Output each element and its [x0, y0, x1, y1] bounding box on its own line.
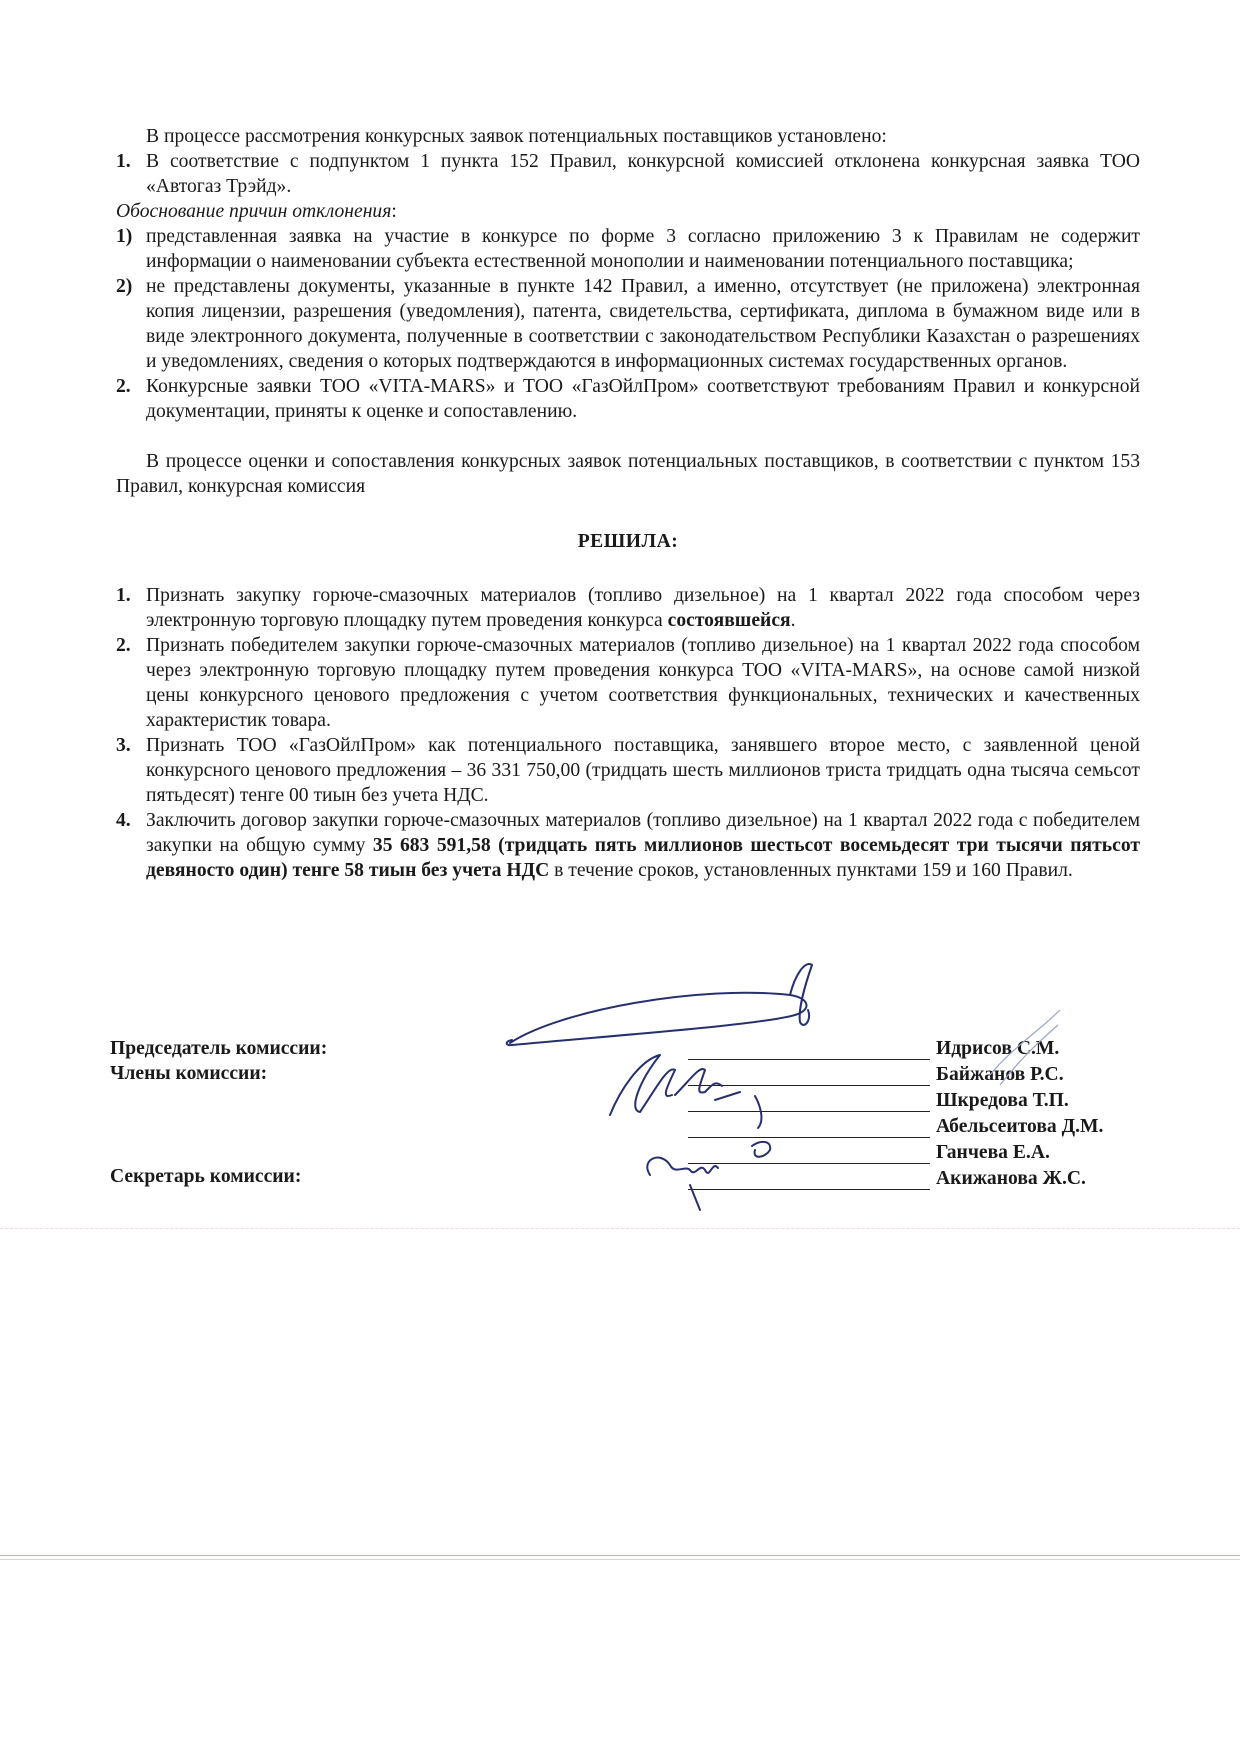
bottom-rule-secondary: [0, 1559, 1240, 1560]
signatory-name: Ганчева Е.А.: [936, 1142, 1050, 1163]
signatory-name: Абельсеитова Д.М.: [936, 1116, 1104, 1137]
reason-number: 2): [116, 276, 133, 297]
decision-text: Признать закупку горюче-смазочных материалов (топливо дизельное) на 1 квартал 2022 года способом через электронную торговую площадку путем проведения конкурса: [146, 585, 1140, 631]
rejection-label: Обоснование причин отклонения: [116, 201, 392, 222]
scan-artifact-line: [0, 1228, 1240, 1229]
decision-bold: состоявшейся: [667, 610, 791, 631]
signatory-name: Идрисов С.М.: [936, 1038, 1060, 1059]
signature-block: [110, 1035, 1140, 1205]
signatory-name: Шкредова Т.П.: [936, 1090, 1069, 1111]
chairman-signature: [507, 964, 812, 1045]
decision-item: [116, 808, 1140, 883]
decision-text: Заключить договор закупки горюче-смазочных материалов (топливо дизельное) на 1 квартал 2022 года с победителем закупки на общую сумму: [146, 810, 1140, 856]
reason-text: не представлены документы, указанные в пункте 142 Правил, а именно, отсутствует (не приложена) электронная копия лицензии, разрешения (уведомления), патента, свидетельства, сертификата, диплома в бумажном виде или в виде электронного документа, полученные в соответствии с законодательством Республики Казахстан о разрешениях и уведомлениях, сведения о которых подтверждаются в информационных системах государственных органов.: [146, 276, 1140, 372]
reason-text: представленная заявка на участие в конкурсе по форме 3 согласно приложению 3 к Правилам не содержит информации о наименовании субъекта естественной монополии и наименовании потенциального поставщика;: [146, 226, 1140, 272]
decision-item: [116, 583, 1140, 633]
decision-bold: 35 683 591,58 (тридцать пять миллионов шестьсот восемьдесят три тысячи пятьсот девяносто один) тенге 58 тиын без учета НДС: [146, 835, 1140, 881]
signature-line: [688, 1059, 930, 1060]
signatory-name: Акижанова Ж.С.: [936, 1168, 1086, 1189]
decision-number: 2.: [116, 635, 131, 656]
rejection-heading: [116, 199, 1140, 224]
decided-heading: РЕШИЛА:: [577, 531, 679, 552]
signatory-name: Байжанов Р.С.: [936, 1064, 1064, 1085]
secretary-label: Секретарь комиссии:: [110, 1166, 302, 1187]
finding-number: 1.: [116, 151, 131, 172]
decision-number: 4.: [116, 810, 131, 831]
decision-text: Признать ТОО «ГазОйлПром» как потенциального поставщика, занявшего второе место, с заявленной ценой конкурсного ценового предложения – 36 331 750,00 (тридцать шесть миллионов триста тридцать одна тысяча семьсот пятьдесят) тенге 00 тиын без учета НДС.: [146, 735, 1140, 806]
decision-end: .: [790, 610, 796, 631]
signature-line: [688, 1111, 930, 1112]
decision-number: 1.: [116, 585, 131, 606]
signature-line: [688, 1137, 930, 1138]
decision-item: [116, 733, 1140, 808]
finding-text: В соответствие с подпунктом 1 пункта 152 Правил, конкурсной комиссией отклонена конкурсная заявка ТОО «Автогаз Трэйд».: [146, 151, 1140, 197]
decision-end: в течение сроков, установленных пунктами 159 и 160 Правил.: [549, 860, 1073, 881]
intro-paragraph: В процессе рассмотрения конкурсных заявок потенциальных поставщиков установлено:: [146, 126, 887, 147]
finding-number: 2.: [116, 376, 131, 397]
chairman-label: Председатель комиссии:: [110, 1038, 328, 1059]
rejection-reason: [116, 224, 1140, 274]
bottom-rule: [0, 1555, 1240, 1556]
rejection-reason: [116, 274, 1140, 374]
decision-item: [116, 633, 1140, 733]
finding-item: [116, 374, 1140, 424]
finding-item: [116, 149, 1140, 199]
signature-line: [688, 1085, 930, 1086]
evaluation-paragraph: В процессе оценки и сопоставления конкурсных заявок потенциальных поставщиков, в соответствии с пунктом 153 Правил, конкурсная комиссия: [116, 451, 1140, 497]
decision-number: 3.: [116, 735, 131, 756]
rejection-colon: :: [391, 201, 397, 222]
reason-number: 1): [116, 226, 133, 247]
signature-line: [688, 1189, 930, 1190]
decision-text: Признать победителем закупки горюче-смазочных материалов (топливо дизельное) на 1 квартал 2022 года способом через электронную торговую площадку путем проведения конкурса ТОО «VITA-MARS», на основе самой низкой цены конкурсного ценового предложения с учетом соответствия функциональных, технических и качественных характеристик товара.: [146, 635, 1140, 731]
members-label: Члены комиссии:: [110, 1063, 268, 1084]
finding-text: Конкурсные заявки ТОО «VITA-MARS» и ТОО «ГазОйлПром» соответствуют требованиям Правил и конкурсной документации, приняты к оценке и сопоставлению.: [146, 376, 1140, 422]
signature-line: [688, 1163, 930, 1164]
document-body: [116, 124, 1140, 883]
spacer: [116, 424, 1140, 449]
